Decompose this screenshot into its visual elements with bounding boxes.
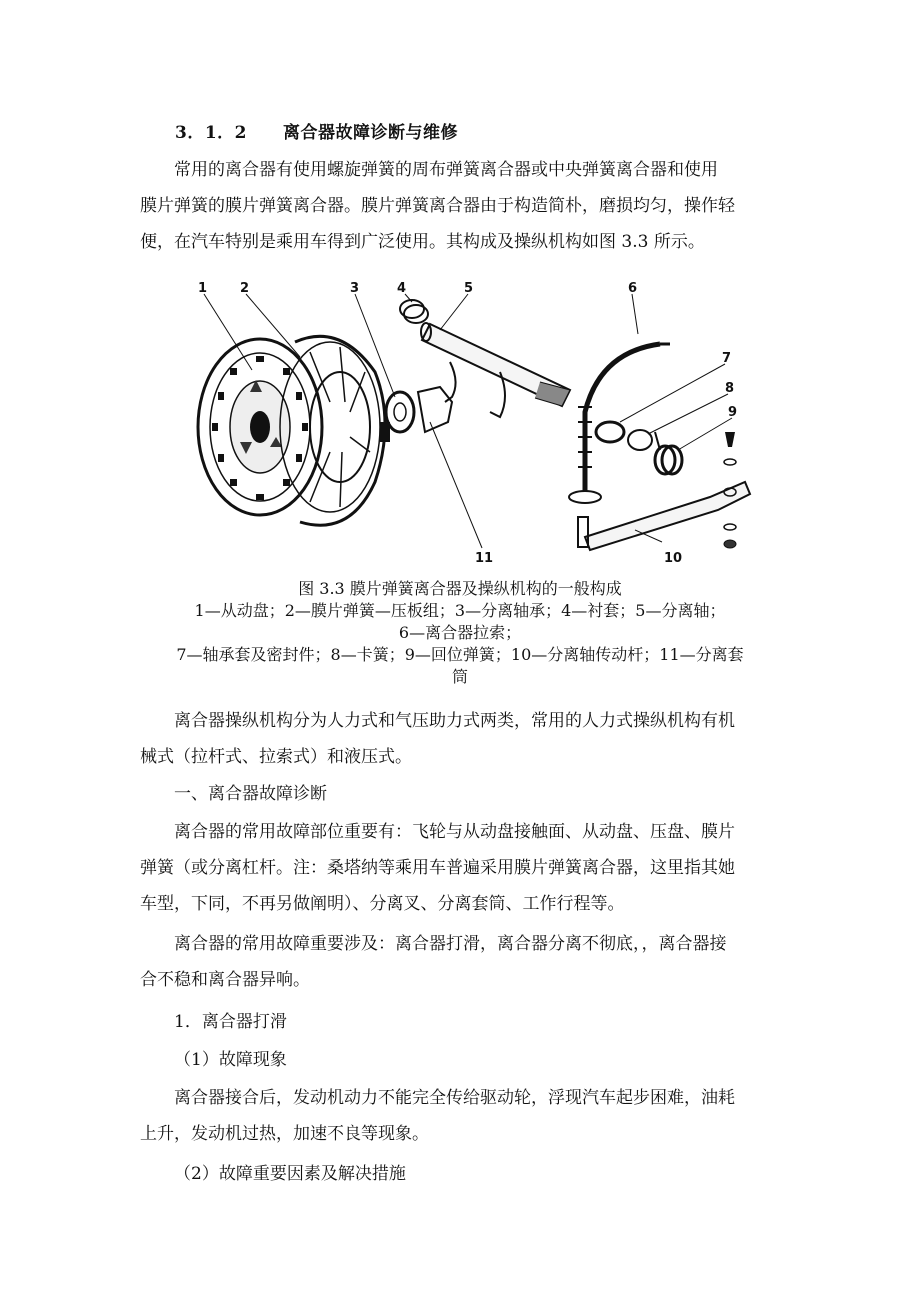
text-line: 便，在汽车特别是乘用车得到广泛使用。其构成及操纵机构如图 3.3 所示。	[140, 232, 705, 252]
fault-parts-paragraph	[140, 814, 780, 922]
text-line: 车型，下同，不再另做阐明）、分离叉、分离套筒、工作行程等。	[140, 894, 625, 914]
release-bearing-drawing	[386, 387, 452, 432]
caption-legend-line: 6—离合器拉索；	[398, 623, 522, 642]
section-title: 离合器故障诊断与维修	[283, 123, 458, 143]
circlip-drawing	[628, 430, 652, 450]
item-symptom-heading: （1）故障现象	[174, 1050, 287, 1070]
bushing-drawing	[400, 300, 428, 323]
caption-legend-line: 7—轴承套及密封件；8—卡簧；9—回位弹簧；10—分离轴传动杆；11—分离套	[176, 645, 744, 664]
caption-legend-line: 1—从动盘；2—膜片弹簧—压板组；3—分离轴承；4—衬套；5—分离轴；	[194, 601, 726, 620]
text-line: 常用的离合器有使用螺旋弹簧的周布弹簧离合器或中央弹簧离合器和使用	[174, 160, 718, 180]
driven-disc-drawing	[198, 339, 322, 515]
caption-title: 图 3.3 膜片弹簧离合器及操纵机构的一般构成	[298, 579, 622, 598]
caption-legend-line: 筒	[451, 667, 468, 686]
item-slipping-heading: 1．离合器打滑	[174, 1012, 287, 1032]
figure-label-6: 6	[628, 281, 638, 296]
figure-label-4: 4	[397, 281, 407, 296]
clutch-diagram	[190, 272, 790, 572]
figure-label-1: 1	[198, 281, 208, 296]
text-line: 离合器接合后，发动机动力不能完全传给驱动轮，浮现汽车起步困难，油耗	[174, 1088, 735, 1108]
fault-types-paragraph	[140, 926, 780, 998]
figure-label-5: 5	[464, 281, 474, 296]
section-heading	[175, 118, 458, 143]
text-line: 上升，发动机过热，加速不良等现象。	[140, 1124, 429, 1144]
figure-label-7: 7	[722, 351, 732, 366]
text-line: 弹簧（或分离杠杆。注：桑塔纳等乘用车普遍采用膜片弹簧离合器，这里指其她	[140, 858, 735, 878]
return-spring-drawing	[655, 432, 682, 474]
figure-label-9: 9	[728, 405, 738, 420]
figure-label-2: 2	[240, 281, 250, 296]
bearing-sleeve-drawing	[596, 422, 624, 442]
figure-caption	[140, 578, 780, 688]
release-shaft-drawing	[421, 323, 570, 417]
text-line: 离合器操纵机构分为人力式和气压助力式两类，常用的人力式操纵机构有机	[174, 711, 735, 731]
text-line: 离合器的常用故障部位重要有：飞轮与从动盘接触面、从动盘、压盘、膜片	[174, 822, 735, 842]
symptom-paragraph	[140, 1080, 780, 1152]
diagnosis-subheading: 一、离合器故障诊断	[174, 784, 327, 804]
text-line: 械式（拉杆式、拉索式）和液压式。	[140, 747, 412, 767]
text-line: 合不稳和离合器异响。	[140, 970, 310, 990]
intro-paragraph	[140, 152, 780, 260]
text-line: 离合器的常用故障重要涉及：离合器打滑，离合器分离不彻底，，离合器接	[174, 934, 727, 954]
text-line: 膜片弹簧的膜片弹簧离合器。膜片弹簧离合器由于构造简朴，磨损均匀，操作轻	[140, 196, 735, 216]
item-causes-heading: （2）故障重要因素及解决措施	[174, 1164, 406, 1184]
figure-label-8: 8	[725, 381, 735, 396]
section-number: 3．1．2	[175, 123, 247, 143]
figure-label-3: 3	[350, 281, 360, 296]
mechanism-paragraph	[140, 703, 780, 775]
figure-label-11: 11	[475, 551, 494, 566]
figure-label-10: 10	[664, 551, 683, 566]
